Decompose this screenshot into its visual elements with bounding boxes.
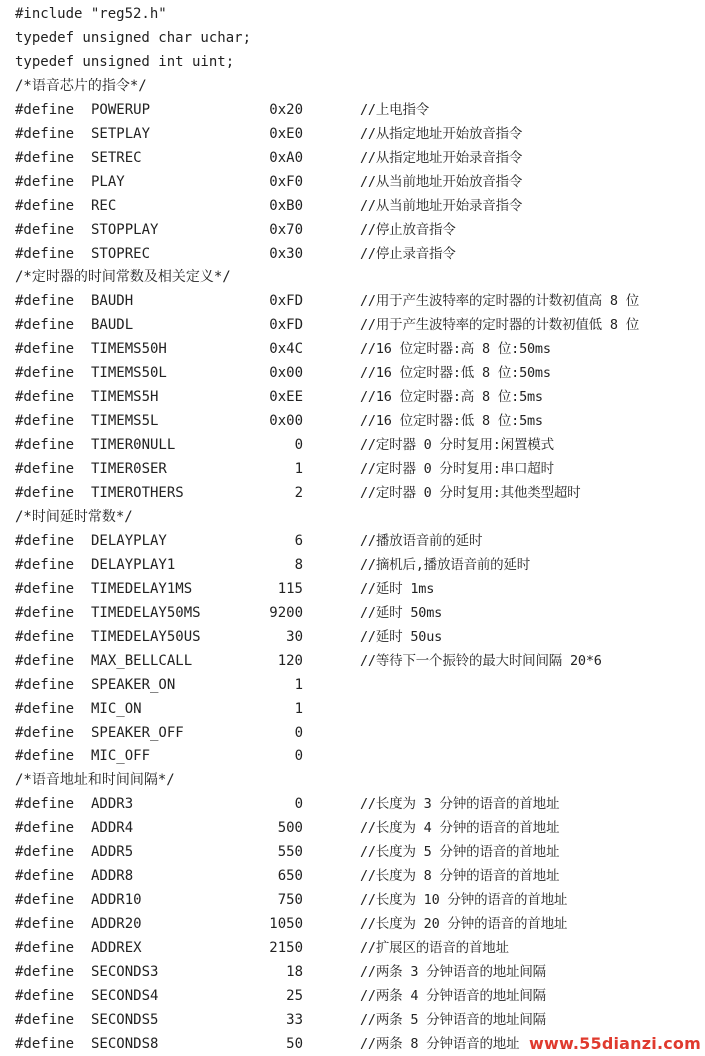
- define-directive: #define: [15, 365, 75, 382]
- inline-comment: //定时器 0 分时复用:串口超时: [360, 461, 554, 478]
- macro-value: 0: [294, 724, 303, 741]
- section-comment-line: [0, 505, 705, 529]
- section-comment-line: [0, 265, 705, 289]
- define-directive: #define: [15, 101, 75, 118]
- inline-comment: //等待下一个振铃的最大时间间隔 20*6: [360, 652, 602, 669]
- inline-comment: //长度为 3 分钟的语音的首地址: [360, 796, 560, 813]
- define-directive: #define: [15, 485, 75, 501]
- macro-name: DELAYPLAY1: [91, 556, 176, 573]
- inline-comment: //从当前地址开始放音指令: [360, 173, 523, 190]
- macro-name: STOPPLAY: [91, 221, 159, 238]
- macro-name: ADDR3: [91, 796, 134, 813]
- inline-comment: //两条 5 分钟语音的地址间隔: [360, 1011, 546, 1028]
- inline-comment: //16 位定时器:低 8 位:5ms: [360, 413, 543, 430]
- define-directive: #define: [15, 987, 75, 1004]
- define-directive: #define: [15, 556, 75, 573]
- inline-comment: //定时器 0 分时复用:闲置模式: [360, 437, 554, 454]
- define-directive: #define: [15, 317, 75, 334]
- define-line: [0, 481, 705, 505]
- inline-comment: //长度为 8 分钟的语音的首地址: [360, 868, 560, 885]
- inline-comment: //16 位定时器:高 8 位:50ms: [360, 341, 551, 358]
- macro-value: 0xA0: [269, 149, 303, 166]
- define-directive: #define: [15, 293, 75, 310]
- define-line: [0, 721, 705, 745]
- define-directive: #define: [15, 892, 75, 909]
- macro-name: TIMEDELAY50MS: [91, 604, 201, 621]
- inline-comment: //长度为 20 分钟的语音的首地址: [360, 916, 568, 933]
- macro-name: ADDR5: [91, 844, 134, 861]
- define-directive: #define: [15, 676, 75, 693]
- macro-value: 120: [277, 652, 303, 669]
- macro-name: TIMEDELAY1MS: [91, 580, 193, 597]
- define-line: [0, 577, 705, 601]
- define-directive: #define: [15, 413, 75, 430]
- define-line: [0, 912, 705, 936]
- macro-value: 1050: [269, 916, 303, 933]
- define-line: [0, 98, 705, 122]
- macro-name: STOPREC: [91, 245, 151, 262]
- macro-value: 18: [286, 964, 303, 980]
- macro-name: REC: [91, 197, 117, 214]
- line-text: /*语音地址和时间间隔*/: [15, 772, 175, 789]
- macro-value: 0x70: [269, 221, 303, 238]
- line-text: /*定时器的时间常数及相关定义*/: [15, 269, 231, 286]
- define-line: [0, 888, 705, 912]
- macro-name: BAUDL: [91, 317, 134, 334]
- macro-value: 50: [286, 1035, 303, 1052]
- define-line: [0, 337, 705, 361]
- macro-value: 0xFD: [269, 293, 303, 310]
- macro-name: TIMER0NULL: [91, 437, 176, 454]
- define-directive: #define: [15, 724, 75, 741]
- inline-comment: //上电指令: [360, 101, 430, 118]
- macro-name: MAX_BELLCALL: [91, 652, 193, 669]
- inline-comment: //16 位定时器:低 8 位:50ms: [360, 365, 551, 382]
- define-line: [0, 313, 705, 337]
- define-line: [0, 673, 705, 697]
- macro-value: 25: [286, 987, 303, 1004]
- define-directive: #define: [15, 437, 75, 454]
- macro-name: ADDR10: [91, 892, 142, 909]
- macro-name: TIMEROTHERS: [91, 485, 184, 501]
- inline-comment: //延时 50us: [360, 628, 443, 645]
- macro-name: ADDR8: [91, 868, 134, 885]
- macro-name: SECONDS5: [91, 1011, 159, 1028]
- define-directive: #define: [15, 820, 75, 837]
- define-directive: #define: [15, 580, 75, 597]
- define-directive: #define: [15, 604, 75, 621]
- macro-value: 0: [294, 748, 303, 765]
- inline-comment: //两条 3 分钟语音的地址间隔: [360, 964, 546, 980]
- define-directive: #define: [15, 868, 75, 885]
- macro-value: 0xF0: [269, 173, 303, 190]
- define-directive: #define: [15, 461, 75, 478]
- code-line: [0, 2, 705, 26]
- define-line: [0, 194, 705, 218]
- macro-value: 9200: [269, 604, 303, 621]
- define-directive: #define: [15, 245, 75, 262]
- define-line: [0, 146, 705, 170]
- inline-comment: //延时 1ms: [360, 580, 435, 597]
- define-directive: #define: [15, 389, 75, 406]
- define-line: [0, 984, 705, 1008]
- macro-name: TIMEDELAY50US: [91, 628, 201, 645]
- inline-comment: //摘机后,播放语音前的延时: [360, 556, 531, 573]
- inline-comment: //用于产生波特率的定时器的计数初值低 8 位: [360, 317, 640, 334]
- macro-name: TIMEMS50L: [91, 365, 167, 382]
- macro-value: 0: [294, 437, 303, 454]
- define-directive: #define: [15, 173, 75, 190]
- macro-name: SPEAKER_ON: [91, 676, 176, 693]
- macro-name: PLAY: [91, 173, 125, 190]
- line-text: #include "reg52.h": [15, 6, 167, 22]
- define-directive: #define: [15, 652, 75, 669]
- macro-name: ADDR4: [91, 820, 134, 837]
- inline-comment: //定时器 0 分时复用:其他类型超时: [360, 485, 581, 501]
- inline-comment: //用于产生波特率的定时器的计数初值高 8 位: [360, 293, 640, 310]
- inline-comment: //从当前地址开始录音指令: [360, 197, 523, 214]
- define-directive: #define: [15, 341, 75, 358]
- define-line: [0, 697, 705, 721]
- macro-value: 1: [294, 461, 303, 478]
- define-line: [0, 122, 705, 146]
- macro-value: 0xE0: [269, 125, 303, 142]
- macro-name: SECONDS8: [91, 1035, 159, 1052]
- inline-comment: //两条 4 分钟语音的地址间隔: [360, 987, 546, 1004]
- define-line: [0, 601, 705, 625]
- define-line: [0, 553, 705, 577]
- macro-name: ADDREX: [91, 940, 142, 957]
- define-line: [0, 361, 705, 385]
- define-line: [0, 649, 705, 673]
- define-directive: #define: [15, 964, 75, 980]
- define-line: [0, 1008, 705, 1032]
- macro-value: 0x00: [269, 413, 303, 430]
- define-directive: #define: [15, 748, 75, 765]
- inline-comment: //长度为 5 分钟的语音的首地址: [360, 844, 560, 861]
- define-directive: #define: [15, 1011, 75, 1028]
- macro-value: 0xB0: [269, 197, 303, 214]
- inline-comment: //播放语音前的延时: [360, 532, 483, 549]
- define-line: [0, 840, 705, 864]
- macro-name: DELAYPLAY: [91, 532, 167, 549]
- define-line: [0, 792, 705, 816]
- section-comment-line: [0, 74, 705, 98]
- define-line: [0, 744, 705, 768]
- site-watermark: www.55dianzi.com: [528, 1034, 701, 1053]
- define-directive: #define: [15, 221, 75, 238]
- macro-value: 0x00: [269, 365, 303, 382]
- define-line: [0, 816, 705, 840]
- macro-value: 115: [277, 580, 303, 597]
- macro-name: SPEAKER_OFF: [91, 724, 184, 741]
- define-directive: #define: [15, 628, 75, 645]
- macro-name: TIMEMS5L: [91, 413, 159, 430]
- define-line: [0, 385, 705, 409]
- macro-name: SECONDS3: [91, 964, 159, 980]
- define-line: [0, 960, 705, 984]
- code-line: [0, 50, 705, 74]
- section-comment-line: [0, 768, 705, 792]
- macro-name: SECONDS4: [91, 987, 159, 1004]
- macro-value: 650: [277, 868, 303, 885]
- macro-value: 1: [294, 700, 303, 717]
- macro-name: POWERUP: [91, 101, 151, 118]
- define-line: [0, 289, 705, 313]
- macro-name: TIMEMS50H: [91, 341, 167, 358]
- define-directive: #define: [15, 1035, 75, 1052]
- inline-comment: //从指定地址开始录音指令: [360, 149, 523, 166]
- macro-name: MIC_ON: [91, 700, 142, 717]
- define-directive: #define: [15, 197, 75, 214]
- macro-value: 0x20: [269, 101, 303, 118]
- macro-name: SETPLAY: [91, 125, 151, 142]
- macro-value: 30: [286, 628, 303, 645]
- macro-value: 0: [294, 796, 303, 813]
- macro-value: 6: [294, 532, 303, 549]
- macro-value: 0xEE: [269, 389, 303, 406]
- define-directive: #define: [15, 796, 75, 813]
- line-text: /*语音芯片的指令*/: [15, 77, 147, 94]
- inline-comment: //长度为 4 分钟的语音的首地址: [360, 820, 560, 837]
- inline-comment: //停止放音指令: [360, 221, 456, 238]
- inline-comment: //延时 50ms: [360, 604, 443, 621]
- define-line: [0, 936, 705, 960]
- macro-value: 0xFD: [269, 317, 303, 334]
- define-line: [0, 625, 705, 649]
- inline-comment: //16 位定时器:高 8 位:5ms: [360, 389, 543, 406]
- macro-value: 33: [286, 1011, 303, 1028]
- define-line: [0, 529, 705, 553]
- macro-value: 0x30: [269, 245, 303, 262]
- macro-value: 2: [294, 485, 303, 501]
- inline-comment: //两条 8 分钟语音的地址: [360, 1035, 520, 1052]
- macro-name: MIC_OFF: [91, 748, 151, 765]
- define-line: [0, 864, 705, 888]
- define-line: [0, 170, 705, 194]
- macro-value: 0x4C: [269, 341, 303, 358]
- macro-value: 750: [277, 892, 303, 909]
- inline-comment: //扩展区的语音的首地址: [360, 940, 509, 957]
- macro-name: BAUDH: [91, 293, 134, 310]
- define-directive: #define: [15, 844, 75, 861]
- define-directive: #define: [15, 125, 75, 142]
- inline-comment: //长度为 10 分钟的语音的首地址: [360, 892, 568, 909]
- macro-value: 550: [277, 844, 303, 861]
- define-line: [0, 433, 705, 457]
- macro-value: 8: [294, 556, 303, 573]
- define-directive: #define: [15, 700, 75, 717]
- define-directive: #define: [15, 149, 75, 166]
- line-text: typedef unsigned char uchar;: [15, 29, 252, 46]
- define-directive: #define: [15, 916, 75, 933]
- inline-comment: //停止录音指令: [360, 245, 456, 262]
- define-line: [0, 218, 705, 242]
- macro-value: 1: [294, 676, 303, 693]
- define-directive: #define: [15, 940, 75, 957]
- macro-value: 2150: [269, 940, 303, 957]
- code-line: [0, 26, 705, 50]
- define-directive: #define: [15, 532, 75, 549]
- line-text: /*时间延时常数*/: [15, 508, 133, 525]
- define-line: [0, 242, 705, 266]
- macro-name: SETREC: [91, 149, 142, 166]
- macro-name: TIMEMS5H: [91, 389, 159, 406]
- inline-comment: //从指定地址开始放音指令: [360, 125, 523, 142]
- macro-value: 500: [277, 820, 303, 837]
- macro-name: ADDR20: [91, 916, 142, 933]
- define-line: [0, 457, 705, 481]
- line-text: typedef unsigned int uint;: [15, 53, 235, 70]
- macro-name: TIMER0SER: [91, 461, 167, 478]
- define-line: [0, 409, 705, 433]
